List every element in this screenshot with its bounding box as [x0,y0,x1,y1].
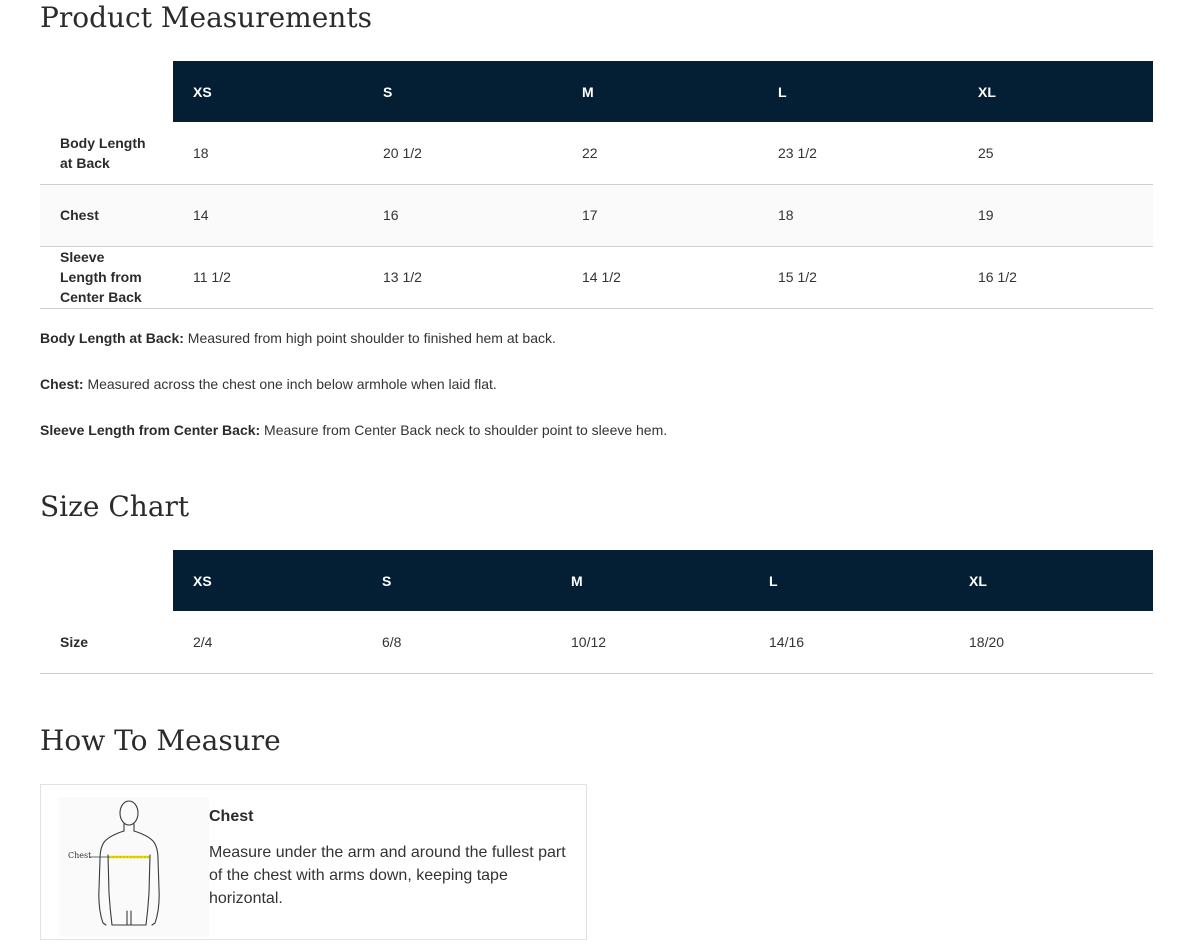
product-measurements-table [40,61,1153,309]
how-to-measure-title: How To Measure [40,724,281,757]
table-cell: 13 1/2 [363,246,562,308]
table-cell: 14 [173,184,363,246]
size-header-l: L [749,550,949,611]
card-description: Measure under the arm and around the fullest part of the chest with arms down, keeping tape horizontal. [209,844,566,907]
table-cell: 15 1/2 [758,246,958,308]
table-cell: 18/20 [949,611,1153,673]
table-row [40,184,1153,246]
table-cell: 19 [958,184,1153,246]
size-chart-title: Size Chart [40,490,190,523]
size-header-m: M [562,61,758,122]
table-header-row [40,61,1153,122]
body-figure-illustration [59,797,209,937]
table-cell: 17 [562,184,758,246]
table-cell: 18 [173,122,363,184]
table-cell: 10/12 [551,611,749,673]
size-header-xl: XL [949,550,1153,611]
note-text: Measured across the chest one inch below armhole when laid flat. [83,376,497,392]
size-header-xs: XS [173,550,362,611]
table-row [40,611,1153,673]
table-cell: 18 [758,184,958,246]
table-cell: 16 1/2 [958,246,1153,308]
note-text: Measured from high point shoulder to finished hem at back. [183,330,556,346]
size-chart-table [40,550,1153,674]
note-text: Measure from Center Back neck to shoulder point to sleeve hem. [260,422,668,438]
note-sleeve-length [40,422,667,468]
size-header-s: S [362,550,551,611]
row-label: Body Length at Back [40,122,173,184]
note-term: Sleeve Length from Center Back: [40,422,261,438]
table-cell: 20 1/2 [363,122,562,184]
row-label: Size [40,611,173,673]
product-measurements-title: Product Measurements [40,1,372,34]
table-cell: 6/8 [362,611,551,673]
size-header-s: S [363,61,562,122]
table-cell: 14/16 [749,611,949,673]
measurement-notes [40,330,667,468]
table-header-row [40,550,1153,611]
header-corner-cell [40,61,173,122]
table-cell: 2/4 [173,611,362,673]
note-term: Body Length at Back: [40,330,184,346]
table-row [40,122,1153,184]
table-cell: 16 [363,184,562,246]
note-chest [40,376,667,422]
row-label: Sleeve Length from Center Back [40,246,173,308]
measure-card-chest [40,784,587,940]
table-cell: 11 1/2 [173,246,363,308]
table-cell: 14 1/2 [562,246,758,308]
table-row [40,246,1153,308]
card-heading: Chest [209,808,254,825]
header-corner-cell [40,550,173,611]
size-header-l: L [758,61,958,122]
note-body-length [40,330,667,376]
figure-chest-label: Chest [68,851,92,860]
size-header-m: M [551,550,749,611]
table-cell: 22 [562,122,758,184]
note-term: Chest: [40,376,84,392]
size-header-xs: XS [173,61,363,122]
table-cell: 25 [958,122,1153,184]
row-label: Chest [40,184,173,246]
table-cell: 23 1/2 [758,122,958,184]
size-header-xl: XL [958,61,1153,122]
